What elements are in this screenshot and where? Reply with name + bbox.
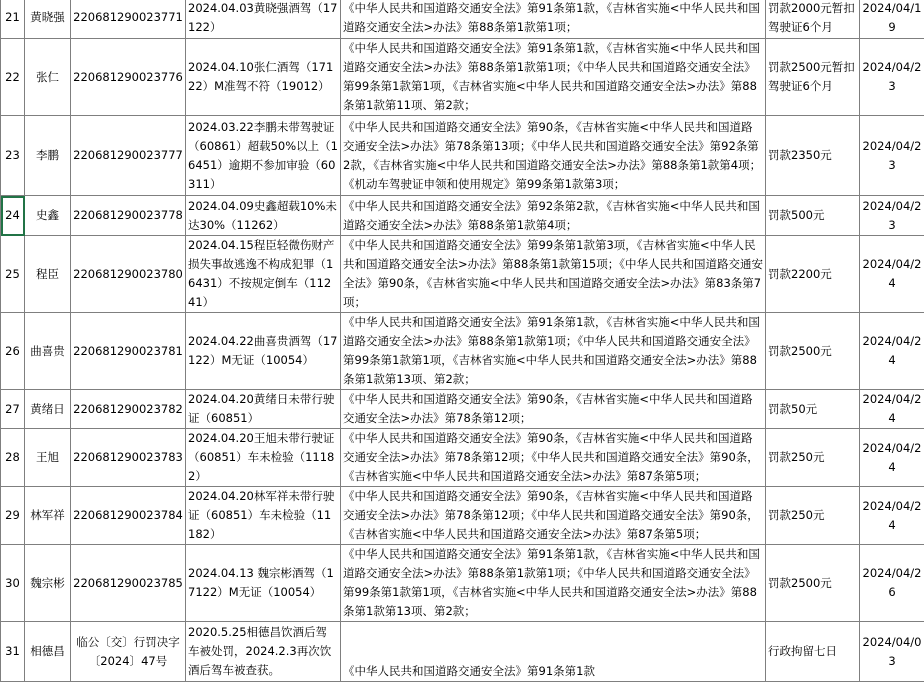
law-basis-cell[interactable]: 《中华人民共和国道路交通安全法》第91条第1款，《吉林省实施<中华人民共和国道路交通安全法>办法》第88条第1款第1项； xyxy=(341,0,766,39)
table-row xyxy=(1,0,924,39)
name-cell[interactable]: 魏宗彬 xyxy=(25,545,71,622)
date-cell[interactable]: 2024/04/24 xyxy=(860,429,924,487)
date-cell[interactable]: 2024/04/24 xyxy=(860,313,924,390)
fact-cell[interactable]: 2024.04.09史鑫超载10%未达30%（11262） xyxy=(186,196,341,236)
name-cell[interactable]: 王旭 xyxy=(25,429,71,487)
name-cell[interactable]: 黄晓强 xyxy=(25,0,71,39)
row-number-cell[interactable]: 24 xyxy=(1,196,25,236)
case-id-cell[interactable]: 220681290023780 xyxy=(71,236,186,313)
name-cell[interactable]: 曲喜贵 xyxy=(25,313,71,390)
row-number-cell[interactable]: 27 xyxy=(1,390,25,429)
table-row xyxy=(1,390,924,429)
law-basis-cell[interactable]: 《中华人民共和国道路交通安全法》第90条，《吉林省实施<中华人民共和国道路交通安全法>办法》第78条第12项； xyxy=(341,390,766,429)
table-row xyxy=(1,313,924,390)
penalty-cell[interactable]: 罚款2350元 xyxy=(766,116,860,196)
fact-cell[interactable]: 2024.04.20林军祥未带行驶证（60851）车未检验（11182） xyxy=(186,487,341,545)
table-row xyxy=(1,487,924,545)
table-row xyxy=(1,236,924,313)
date-cell[interactable]: 2024/04/23 xyxy=(860,116,924,196)
case-id-cell[interactable]: 220681290023784 xyxy=(71,487,186,545)
row-number-cell[interactable]: 29 xyxy=(1,487,25,545)
fact-cell[interactable]: 2024.04.03黄晓强酒驾（17122） xyxy=(186,0,341,39)
case-id-cell[interactable]: 220681290023776 xyxy=(71,39,186,116)
row-number-cell[interactable]: 25 xyxy=(1,236,25,313)
name-cell[interactable]: 黄绪日 xyxy=(25,390,71,429)
penalty-cell[interactable]: 罚款2000元暂扣驾驶证6个月 xyxy=(766,0,860,39)
date-cell[interactable]: 2024/04/03 xyxy=(860,622,924,682)
law-basis-cell[interactable]: 《中华人民共和国道路交通安全法》第90条，《吉林省实施<中华人民共和国道路交通安全法>办法》第78条第13项；《中华人民共和国道路交通安全法》第92条第2款，《吉林省实施<中华人民共和国道路交通安全法>办法》第88条第1款第4项；《机动车驾驶证申领和使用规定》第99条第1款第3项； xyxy=(341,116,766,196)
law-basis-cell[interactable]: 《中华人民共和国道路交通安全法》第91条第1款，《吉林省实施<中华人民共和国道路交通安全法>办法》第88条第1款第1项；《中华人民共和国道路交通安全法》第99条第1款第1项，《吉林省实施<中华人民共和国道路交通安全法>办法》第88条第1款第13项、第2款； xyxy=(341,313,766,390)
penalty-cell[interactable]: 罚款2500元 xyxy=(766,313,860,390)
case-id-cell[interactable]: 220681290023778 xyxy=(71,196,186,236)
law-basis-cell[interactable]: 《中华人民共和国道路交通安全法》第99条第1款第3项，《吉林省实施<中华人民共和国道路交通安全法>办法》第88条第1款第15项；《中华人民共和国道路交通安全法》第90条，《吉林省实施<中华人民共和国道路交通安全法>办法》第83条第7项； xyxy=(341,236,766,313)
table-row xyxy=(1,196,924,236)
penalty-cell[interactable]: 罚款250元 xyxy=(766,487,860,545)
row-number-cell[interactable]: 22 xyxy=(1,39,25,116)
case-id-cell[interactable]: 220681290023785 xyxy=(71,545,186,622)
row-number-cell[interactable]: 21 xyxy=(1,0,25,39)
fact-cell[interactable]: 2020.5.25相德昌饮酒后驾车被处罚，2024.2.3再次饮酒后驾车被查获。 xyxy=(186,622,341,682)
fact-cell[interactable]: 2024.04.20王旭未带行驶证（60851）车未检验（11182） xyxy=(186,429,341,487)
date-cell[interactable]: 2024/04/24 xyxy=(860,236,924,313)
date-cell[interactable]: 2024/04/24 xyxy=(860,390,924,429)
case-id-cell[interactable]: 220681290023783 xyxy=(71,429,186,487)
case-id-cell[interactable]: 临公〔交〕行罚决字〔2024〕47号 xyxy=(71,622,186,682)
law-basis-cell[interactable]: 《中华人民共和国道路交通安全法》第91条第1款 xyxy=(341,622,766,682)
date-cell[interactable]: 2024/04/24 xyxy=(860,487,924,545)
row-number-cell[interactable]: 30 xyxy=(1,545,25,622)
table-row xyxy=(1,116,924,196)
fact-cell[interactable]: 2024.04.15程臣轻微伤财产损失事故逃逸不构成犯罪（16431）不按规定倒车（11241） xyxy=(186,236,341,313)
fact-cell[interactable]: 2024.04.10张仁酒驾（17122）M准驾不符（19012） xyxy=(186,39,341,116)
penalty-cell[interactable]: 罚款500元 xyxy=(766,196,860,236)
name-cell[interactable]: 林军祥 xyxy=(25,487,71,545)
case-id-cell[interactable]: 220681290023777 xyxy=(71,116,186,196)
row-number-cell[interactable]: 31 xyxy=(1,622,25,682)
fact-cell[interactable]: 2024.04.13 魏宗彬酒驾（17122）M无证（10054） xyxy=(186,545,341,622)
penalty-cell[interactable]: 罚款2200元 xyxy=(766,236,860,313)
date-cell[interactable]: 2024/04/23 xyxy=(860,196,924,236)
table-row xyxy=(1,39,924,116)
law-basis-cell[interactable]: 《中华人民共和国道路交通安全法》第91条第1款，《吉林省实施<中华人民共和国道路交通安全法>办法》第88条第1款第1项；《中华人民共和国道路交通安全法》第99条第1款第1项，《吉林省实施<中华人民共和国道路交通安全法>办法》第88条第1款第13项、第2款； xyxy=(341,545,766,622)
row-number-cell[interactable]: 28 xyxy=(1,429,25,487)
law-basis-cell[interactable]: 《中华人民共和国道路交通安全法》第92条第2款，《吉林省实施<中华人民共和国道路交通安全法>办法》第88条第1款第4项； xyxy=(341,196,766,236)
penalty-cell[interactable]: 罚款250元 xyxy=(766,429,860,487)
case-id-cell[interactable]: 220681290023781 xyxy=(71,313,186,390)
law-basis-cell[interactable]: 《中华人民共和国道路交通安全法》第90条，《吉林省实施<中华人民共和国道路交通安全法>办法》第78条第12项；《中华人民共和国道路交通安全法》第90条，《吉林省实施<中华人民共和国道路交通安全法>办法》第87条第5项； xyxy=(341,429,766,487)
name-cell[interactable]: 程臣 xyxy=(25,236,71,313)
row-number-cell[interactable]: 23 xyxy=(1,116,25,196)
row-number-cell[interactable]: 26 xyxy=(1,313,25,390)
penalty-cell[interactable]: 行政拘留七日 xyxy=(766,622,860,682)
fact-cell[interactable]: 2024.04.22曲喜贵酒驾（17122）M无证（10054） xyxy=(186,313,341,390)
table-row xyxy=(1,622,924,682)
name-cell[interactable]: 史鑫 xyxy=(25,196,71,236)
law-basis-cell[interactable]: 《中华人民共和国道路交通安全法》第91条第1款，《吉林省实施<中华人民共和国道路交通安全法>办法》第88条第1款第1项；《中华人民共和国道路交通安全法》第99条第1款第1项，《吉林省实施<中华人民共和国道路交通安全法>办法》第88条第1款第11项、第2款； xyxy=(341,39,766,116)
case-id-cell[interactable]: 220681290023782 xyxy=(71,390,186,429)
penalty-cell[interactable]: 罚款2500元暂扣驾驶证6个月 xyxy=(766,39,860,116)
table-row xyxy=(1,545,924,622)
name-cell[interactable]: 张仁 xyxy=(25,39,71,116)
table-row xyxy=(1,429,924,487)
fact-cell[interactable]: 2024.04.20黄绪日未带行驶证（60851） xyxy=(186,390,341,429)
penalty-cell[interactable]: 罚款50元 xyxy=(766,390,860,429)
date-cell[interactable]: 2024/04/23 xyxy=(860,39,924,116)
fact-cell[interactable]: 2024.03.22李鹏未带驾驶证（60861）超载50%以上（16451）逾期不参加审验（60311） xyxy=(186,116,341,196)
penalty-cell[interactable]: 罚款2500元 xyxy=(766,545,860,622)
law-basis-cell[interactable]: 《中华人民共和国道路交通安全法》第90条，《吉林省实施<中华人民共和国道路交通安全法>办法》第78条第12项；《中华人民共和国道路交通安全法》第90条，《吉林省实施<中华人民共和国道路交通安全法>办法》第87条第5项； xyxy=(341,487,766,545)
name-cell[interactable]: 相德昌 xyxy=(25,622,71,682)
case-id-cell[interactable]: 220681290023771 xyxy=(71,0,186,39)
date-cell[interactable]: 2024/04/19 xyxy=(860,0,924,39)
name-cell[interactable]: 李鹏 xyxy=(25,116,71,196)
date-cell[interactable]: 2024/04/26 xyxy=(860,545,924,622)
